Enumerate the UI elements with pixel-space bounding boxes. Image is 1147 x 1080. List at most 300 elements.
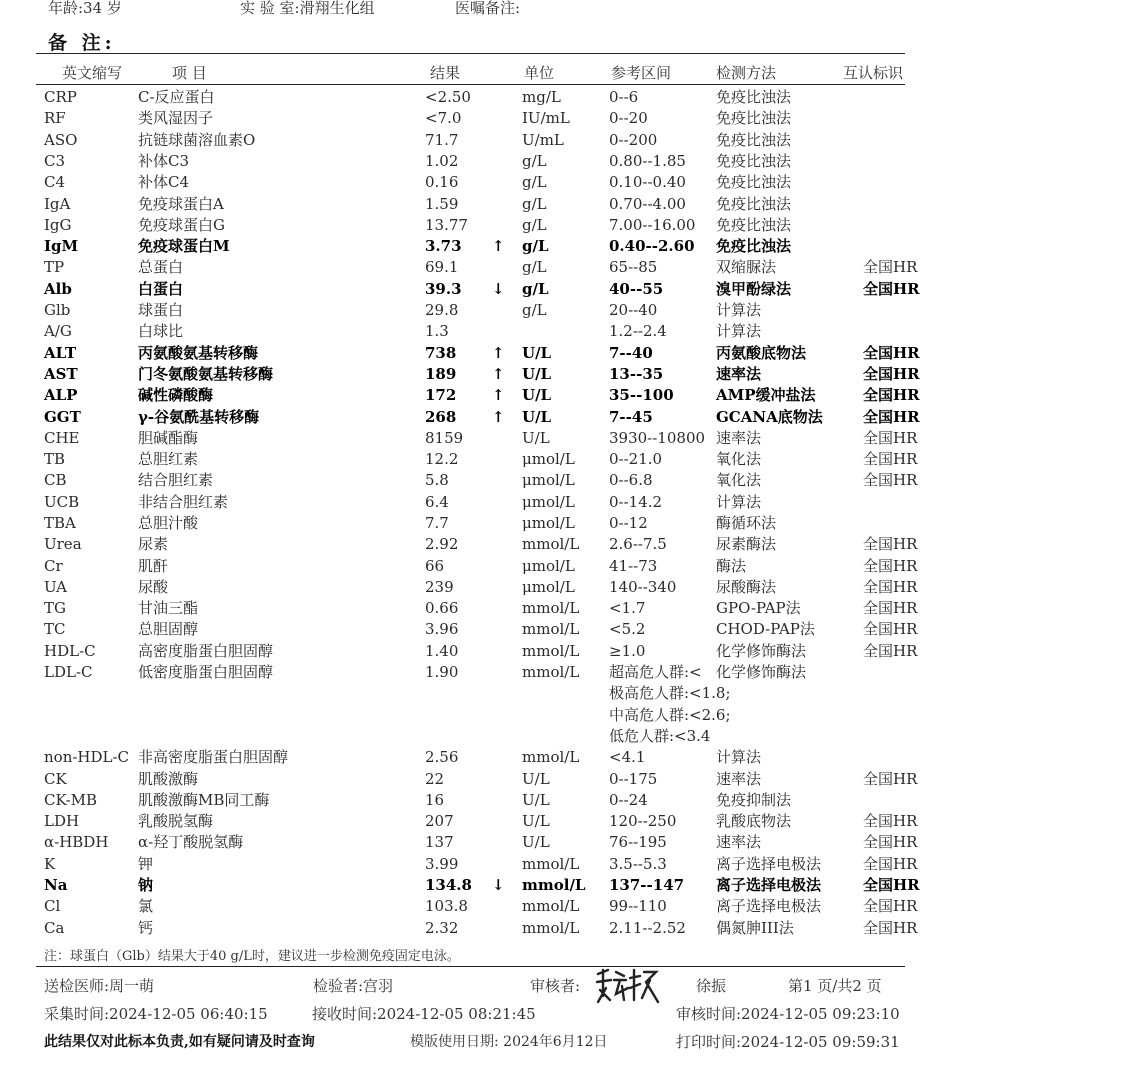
item-unit: U/L	[522, 770, 550, 788]
item-code: Ca	[44, 919, 65, 937]
item-code: Alb	[44, 280, 72, 298]
item-name: 补体C4	[138, 173, 190, 191]
item-code: CHE	[44, 429, 80, 447]
item-code: IgA	[44, 195, 71, 213]
table-row	[0, 87, 1147, 108]
item-name: 结合胆红素	[138, 471, 214, 489]
item-ref: 0.80--1.85	[609, 152, 686, 170]
item-name: 肌酸激酶	[138, 770, 199, 788]
item-ref: 140--340	[609, 578, 677, 596]
item-code: C3	[44, 152, 66, 170]
item-method: 化学修饰酶法	[716, 663, 807, 681]
item-unit: mmol/L	[522, 620, 580, 638]
item-result: 69.1	[425, 258, 459, 276]
item-method: 乳酸底物法	[716, 812, 792, 830]
item-name: 钙	[138, 919, 154, 937]
item-name: 门冬氨酸氨基转移酶	[138, 365, 274, 383]
item-result: 71.7	[425, 131, 459, 149]
item-code: IgG	[44, 216, 72, 234]
item-method: GPO-PAP法	[716, 599, 801, 617]
item-mutual: 全国HR	[863, 812, 918, 830]
item-mutual: 全国HR	[863, 876, 920, 894]
item-unit: mmol/L	[522, 748, 580, 766]
item-unit: U/mL	[522, 131, 564, 149]
item-method: 计算法	[716, 493, 762, 511]
table-row	[0, 918, 1147, 939]
item-mutual: 全国HR	[863, 897, 918, 915]
reviewer-name: 徐振	[696, 977, 727, 995]
item-unit: mmol/L	[522, 855, 580, 873]
ldl-ref-line: 中高危人群:<2.6;	[609, 706, 731, 724]
col-method: 检测方法	[716, 64, 777, 82]
item-method: 离子选择电极法	[716, 897, 822, 915]
item-code: Cl	[44, 897, 61, 915]
item-name: 钠	[138, 876, 154, 894]
item-code: CB	[44, 471, 67, 489]
item-result: 0.16	[425, 173, 459, 191]
item-name: 胆碱酯酶	[138, 429, 199, 447]
item-result: 1.40	[425, 642, 459, 660]
item-method: 速率法	[716, 365, 762, 383]
table-row	[0, 556, 1147, 577]
item-unit: U/L	[522, 833, 550, 851]
table-row	[0, 641, 1147, 662]
table-row	[0, 875, 1147, 896]
table-row	[0, 300, 1147, 321]
item-result: 2.92	[425, 535, 459, 553]
item-result: 172	[425, 386, 457, 404]
item-mutual: 全国HR	[863, 258, 918, 276]
table-row	[0, 194, 1147, 215]
receive-time: 接收时间:2024-12-05 08:21:45	[312, 1005, 536, 1023]
table-row	[0, 364, 1147, 385]
item-code: AST	[44, 365, 78, 383]
item-result: 2.56	[425, 748, 459, 766]
item-unit: g/L	[522, 301, 547, 319]
item-method: CHOD-PAP法	[716, 620, 815, 638]
table-row	[0, 449, 1147, 470]
item-ref: 3930--10800	[609, 429, 706, 447]
table-row	[0, 492, 1147, 513]
item-code: ASO	[44, 131, 78, 149]
item-code: HDL-C	[44, 642, 96, 660]
item-method: 化学修饰酶法	[716, 642, 807, 660]
item-mutual: 全国HR	[863, 620, 918, 638]
item-code: TG	[44, 599, 66, 617]
item-flag: ↑	[492, 237, 505, 255]
item-mutual: 全国HR	[863, 770, 918, 788]
table-row	[0, 151, 1147, 172]
item-code: TBA	[44, 514, 76, 532]
table-row	[0, 130, 1147, 151]
item-name: 非结合胆红素	[138, 493, 229, 511]
item-ref: 超高危人群:<	[609, 663, 702, 681]
item-code: LDL-C	[44, 663, 93, 681]
doctor-note-field: 医嘱备注:	[455, 0, 521, 17]
item-method: 免疫比浊法	[716, 88, 792, 106]
item-ref: 1.2--2.4	[609, 322, 667, 340]
item-method: GCANA底物法	[716, 408, 823, 426]
item-flag: ↑	[492, 344, 505, 362]
item-method: 免疫比浊法	[716, 216, 792, 234]
item-unit: g/L	[522, 216, 547, 234]
table-row	[0, 172, 1147, 193]
item-method: 氧化法	[716, 450, 762, 468]
item-unit: mmol/L	[522, 919, 580, 937]
item-mutual: 全国HR	[863, 365, 920, 383]
item-method: 溴甲酚绿法	[716, 280, 792, 298]
item-code: Cr	[44, 557, 63, 575]
lab-field: 实 验 室:滑翔生化组	[240, 0, 375, 17]
item-name: 钾	[138, 855, 154, 873]
item-method: 计算法	[716, 301, 762, 319]
table-row	[0, 407, 1147, 428]
item-name: 甘油三酯	[138, 599, 199, 617]
item-code: CRP	[44, 88, 77, 106]
item-ref: 41--73	[609, 557, 658, 575]
item-method: 速率法	[716, 429, 762, 447]
item-method: 计算法	[716, 748, 762, 766]
page-indicator: 第1 页/共2 页	[788, 977, 882, 995]
item-name: 白蛋白	[138, 280, 184, 298]
table-row	[0, 854, 1147, 875]
item-code: TP	[44, 258, 65, 276]
table-row	[0, 790, 1147, 811]
item-unit: μmol/L	[522, 493, 575, 511]
item-code: K	[44, 855, 56, 873]
item-result: 3.73	[425, 237, 462, 255]
item-ref: 76--195	[609, 833, 667, 851]
template-date: 模版使用日期: 2024年6月12日	[410, 1034, 608, 1050]
item-result: 3.96	[425, 620, 459, 638]
item-unit: μmol/L	[522, 557, 575, 575]
item-name: 总胆固醇	[138, 620, 199, 638]
item-ref: 0--12	[609, 514, 648, 532]
item-unit: mmol/L	[522, 897, 580, 915]
item-result: <2.50	[425, 88, 471, 106]
table-row	[0, 662, 1147, 683]
item-mutual: 全国HR	[863, 557, 918, 575]
item-method: 速率法	[716, 770, 762, 788]
col-ref: 参考区间	[611, 64, 672, 82]
item-code: ALT	[44, 344, 77, 362]
item-code: Na	[44, 876, 68, 894]
item-result: 39.3	[425, 280, 462, 298]
ldl-ref-line: 低危人群:<3.4	[609, 727, 711, 745]
item-flag: ↓	[492, 280, 505, 298]
item-name: 白球比	[138, 322, 184, 340]
item-code: UA	[44, 578, 68, 596]
item-method: 免疫比浊法	[716, 173, 792, 191]
item-method: 免疫比浊法	[716, 195, 792, 213]
item-code: TC	[44, 620, 66, 638]
item-code: RF	[44, 109, 66, 127]
item-unit: g/L	[522, 258, 547, 276]
item-unit: U/L	[522, 812, 550, 830]
col-name: 项 目	[172, 64, 207, 82]
item-method: 双缩脲法	[716, 258, 777, 276]
item-ref: 2.6--7.5	[609, 535, 667, 553]
table-row	[0, 577, 1147, 598]
item-mutual: 全国HR	[863, 429, 918, 447]
item-method: 氧化法	[716, 471, 762, 489]
item-ref: 7--45	[609, 408, 653, 426]
item-name: 乳酸脱氢酶	[138, 812, 214, 830]
item-code: Urea	[44, 535, 82, 553]
table-row	[0, 215, 1147, 236]
item-ref: 3.5--5.3	[609, 855, 667, 873]
item-unit: μmol/L	[522, 514, 575, 532]
item-unit: mmol/L	[522, 663, 580, 681]
item-name: α-羟丁酸脱氢酶	[138, 833, 244, 851]
collect-time: 采集时间:2024-12-05 06:40:15	[44, 1005, 268, 1023]
table-row	[0, 896, 1147, 917]
item-name: 抗链球菌溶血素O	[138, 131, 256, 149]
item-result: 5.8	[425, 471, 449, 489]
item-ref: 99--110	[609, 897, 667, 915]
item-result: 0.66	[425, 599, 459, 617]
item-code: Glb	[44, 301, 71, 319]
item-unit: g/L	[522, 195, 547, 213]
item-unit: g/L	[522, 280, 549, 298]
item-ref: 0--20	[609, 109, 648, 127]
item-unit: g/L	[522, 152, 547, 170]
item-mutual: 全国HR	[863, 599, 918, 617]
item-flag: ↑	[492, 365, 505, 383]
item-unit: g/L	[522, 173, 547, 191]
item-unit: mg/L	[522, 88, 561, 106]
item-method: 免疫比浊法	[716, 152, 792, 170]
item-result: 1.90	[425, 663, 459, 681]
item-mutual: 全国HR	[863, 919, 918, 937]
item-method: 尿酸酶法	[716, 578, 777, 596]
item-flag: ↓	[492, 876, 505, 894]
item-result: 738	[425, 344, 457, 362]
item-result: 1.02	[425, 152, 459, 170]
item-unit: mmol/L	[522, 535, 580, 553]
table-row	[0, 343, 1147, 364]
table-row	[0, 279, 1147, 300]
item-ref: 0--6	[609, 88, 639, 106]
item-result: 1.3	[425, 322, 449, 340]
item-unit: U/L	[522, 386, 552, 404]
item-code: C4	[44, 173, 66, 191]
item-ref: <5.2	[609, 620, 646, 638]
item-ref: 20--40	[609, 301, 658, 319]
item-code: α-HBDH	[44, 833, 109, 851]
table-row	[0, 747, 1147, 768]
item-name: 类风湿因子	[138, 109, 214, 127]
item-ref: 13--35	[609, 365, 664, 383]
note-title: 备 注:	[48, 32, 116, 54]
item-code: CK-MB	[44, 791, 98, 809]
item-name: 肌酸激酶MB同工酶	[138, 791, 270, 809]
item-name: 球蛋白	[138, 301, 184, 319]
item-method: 丙氨酸底物法	[716, 344, 807, 362]
item-result: 13.77	[425, 216, 468, 234]
item-method: AMP缓冲盐法	[716, 386, 816, 404]
item-result: 239	[425, 578, 454, 596]
disclaimer: 此结果仅对此标本负责,如有疑问请及时查询	[44, 1034, 315, 1050]
item-mutual: 全国HR	[863, 450, 918, 468]
item-code: non-HDL-C	[44, 748, 130, 766]
item-unit: μmol/L	[522, 578, 575, 596]
item-code: ALP	[44, 386, 78, 404]
item-code: LDH	[44, 812, 80, 830]
col-result: 结果	[430, 64, 461, 82]
item-ref: <4.1	[609, 748, 646, 766]
table-row	[0, 811, 1147, 832]
item-name: 丙氨酸氨基转移酶	[138, 344, 259, 362]
item-method: 免疫比浊法	[716, 109, 792, 127]
item-method: 离子选择电极法	[716, 876, 822, 894]
item-method: 免疫比浊法	[716, 131, 792, 149]
table-header-rule	[36, 84, 905, 85]
age-field: 年龄:34 岁	[48, 0, 122, 17]
inspector-field: 检验者:宫羽	[313, 977, 394, 995]
item-name: C-反应蛋白	[138, 88, 215, 106]
item-method: 尿素酶法	[716, 535, 777, 553]
item-result: 103.8	[425, 897, 468, 915]
item-result: 16	[425, 791, 445, 809]
item-unit: g/L	[522, 237, 549, 255]
item-name: 尿素	[138, 535, 169, 553]
item-mutual: 全国HR	[863, 855, 918, 873]
item-result: 8159	[425, 429, 464, 447]
item-ref: 40--55	[609, 280, 664, 298]
ldl-ref-line: 极高危人群:<1.8;	[609, 684, 731, 702]
item-result: 2.32	[425, 919, 459, 937]
item-result: 6.4	[425, 493, 449, 511]
item-unit: mmol/L	[522, 599, 580, 617]
item-unit: mmol/L	[522, 876, 586, 894]
item-unit: mmol/L	[522, 642, 580, 660]
table-row	[0, 832, 1147, 853]
item-name: 氯	[138, 897, 154, 915]
item-ref: 65--85	[609, 258, 658, 276]
item-ref: <1.7	[609, 599, 646, 617]
item-flag: ↑	[492, 408, 505, 426]
table-row	[0, 108, 1147, 129]
table-row	[0, 534, 1147, 555]
table-row	[0, 257, 1147, 278]
item-ref: 0.10--0.40	[609, 173, 686, 191]
item-ref: 0--21.0	[609, 450, 663, 468]
item-code: UCB	[44, 493, 80, 511]
item-code: TB	[44, 450, 66, 468]
item-unit: U/L	[522, 791, 550, 809]
item-unit: U/L	[522, 365, 552, 383]
reviewer-label: 审核者:	[530, 977, 581, 995]
table-header	[0, 62, 1147, 84]
item-result: 189	[425, 365, 457, 383]
item-unit: U/L	[522, 344, 552, 362]
table-row	[0, 470, 1147, 491]
item-method: 免疫比浊法	[716, 237, 792, 255]
item-unit: U/L	[522, 408, 552, 426]
item-unit: U/L	[522, 429, 550, 447]
item-result: 207	[425, 812, 454, 830]
reviewer-signature	[594, 966, 662, 1006]
item-name: 总蛋白	[138, 258, 184, 276]
review-time: 审核时间:2024-12-05 09:23:10	[676, 1005, 900, 1023]
doctor-field: 送检医师:周一萌	[44, 977, 155, 995]
item-result: 22	[425, 770, 445, 788]
item-mutual: 全国HR	[863, 578, 918, 596]
footnote: 注：球蛋白（Glb）结果大于40 g/L时，建议进一步检测免疫固定电泳。	[44, 949, 460, 964]
item-name: 低密度脂蛋白胆固醇	[138, 663, 274, 681]
item-ref: 0--6.8	[609, 471, 653, 489]
item-mutual: 全国HR	[863, 642, 918, 660]
col-unit: 单位	[524, 64, 555, 82]
item-result: 268	[425, 408, 457, 426]
item-result: 134.8	[425, 876, 472, 894]
item-ref: ≥1.0	[609, 642, 646, 660]
item-result: 137	[425, 833, 454, 851]
item-name: 补体C3	[138, 152, 190, 170]
item-name: 尿酸	[138, 578, 169, 596]
item-mutual: 全国HR	[863, 833, 918, 851]
item-ref: 0--200	[609, 131, 658, 149]
item-result: <7.0	[425, 109, 462, 127]
item-mutual: 全国HR	[863, 535, 918, 553]
item-method: 离子选择电极法	[716, 855, 822, 873]
item-result: 1.59	[425, 195, 459, 213]
item-ref: 0--14.2	[609, 493, 663, 511]
item-ref: 0.70--4.00	[609, 195, 686, 213]
item-mutual: 全国HR	[863, 471, 918, 489]
col-code: 英文缩写	[62, 64, 123, 82]
item-name: 非高密度脂蛋白胆固醇	[138, 748, 289, 766]
item-result: 66	[425, 557, 445, 575]
item-name: 免疫球蛋白M	[138, 237, 230, 255]
table-row	[0, 619, 1147, 640]
item-code: CK	[44, 770, 67, 788]
item-method: 酶法	[716, 557, 747, 575]
item-code: GGT	[44, 408, 81, 426]
item-method: 计算法	[716, 322, 762, 340]
item-code: A/G	[44, 322, 72, 340]
item-ref: 7.00--16.00	[609, 216, 696, 234]
item-ref: 137--147	[609, 876, 685, 894]
item-mutual: 全国HR	[863, 280, 920, 298]
item-name: 碱性磷酸酶	[138, 386, 214, 404]
item-mutual: 全国HR	[863, 344, 920, 362]
print-time: 打印时间:2024-12-05 09:59:31	[676, 1033, 900, 1051]
item-ref: 2.11--2.52	[609, 919, 686, 937]
item-unit: μmol/L	[522, 471, 575, 489]
item-name: 免疫球蛋白G	[138, 216, 225, 234]
item-ref: 120--250	[609, 812, 677, 830]
item-ref: 7--40	[609, 344, 653, 362]
item-result: 7.7	[425, 514, 449, 532]
table-row	[0, 513, 1147, 534]
item-name: 肌酐	[138, 557, 169, 575]
item-unit: μmol/L	[522, 450, 575, 468]
item-mutual: 全国HR	[863, 386, 920, 404]
item-flag: ↑	[492, 386, 505, 404]
item-name: 高密度脂蛋白胆固醇	[138, 642, 274, 660]
table-row	[0, 385, 1147, 406]
item-ref: 35--100	[609, 386, 674, 404]
item-name: 总胆红素	[138, 450, 199, 468]
table-row	[0, 598, 1147, 619]
table-row	[0, 321, 1147, 342]
table-row	[0, 428, 1147, 449]
footer-rule	[36, 966, 905, 967]
item-name: 免疫球蛋白A	[138, 195, 224, 213]
item-mutual: 全国HR	[863, 408, 920, 426]
